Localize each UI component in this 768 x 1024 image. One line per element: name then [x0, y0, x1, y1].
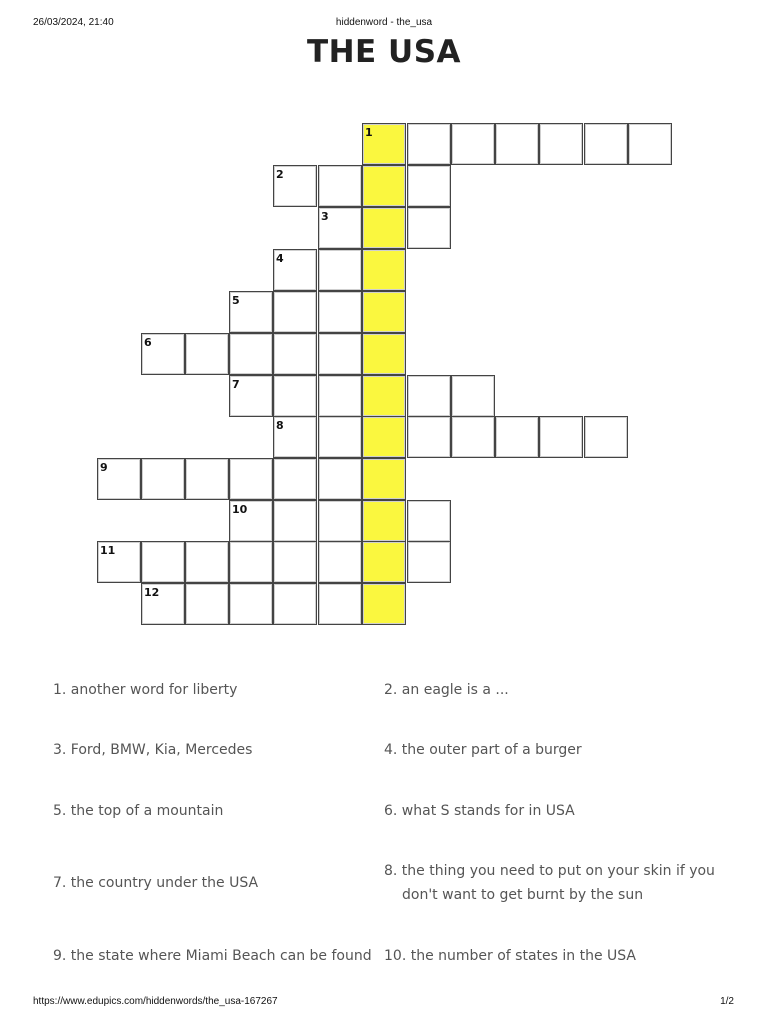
- page-title: THE USA: [306, 34, 462, 70]
- answer-cell: [229, 291, 273, 333]
- clue-5: 5. the top of a mountain: [53, 803, 224, 819]
- answer-cell: [229, 333, 273, 375]
- answer-cell: [495, 123, 539, 165]
- answer-cell: [495, 416, 539, 458]
- clue-4: 4. the outer part of a burger: [384, 742, 582, 758]
- clue-10: 10. the number of states in the USA: [384, 948, 636, 964]
- clue-3: 3. Ford, BMW, Kia, Mercedes: [53, 742, 253, 758]
- answer-cell: [318, 375, 362, 417]
- hidden-word-cell: [362, 375, 406, 417]
- hidden-word-cell: [362, 207, 406, 249]
- print-page-number: 1/2: [720, 996, 734, 1007]
- answer-cell: [407, 207, 451, 249]
- clue-9: 9. the state where Miami Beach can be found: [53, 948, 372, 964]
- answer-cell: [229, 500, 273, 542]
- clue-number: 7: [232, 378, 240, 391]
- clue-2: 2. an eagle is a ...: [384, 682, 509, 698]
- answer-cell: [318, 500, 362, 542]
- answer-cell: [318, 416, 362, 458]
- answer-cell: [141, 541, 185, 583]
- answer-cell: [97, 541, 141, 583]
- answer-cell: [273, 165, 317, 207]
- answer-cell: [229, 541, 273, 583]
- hidden-word-cell: [362, 249, 406, 291]
- answer-cell: [141, 583, 185, 625]
- print-url: https://www.edupics.com/hiddenwords/the_usa-167267: [33, 996, 278, 1007]
- hidden-word-cell: [362, 583, 406, 625]
- hidden-word-cell: [362, 458, 406, 500]
- hidden-word-cell: [362, 541, 406, 583]
- answer-cell: [318, 249, 362, 291]
- answer-cell: [185, 541, 229, 583]
- answer-cell: [318, 333, 362, 375]
- clue-7: 7. the country under the USA: [53, 875, 259, 891]
- clue-number: 2: [276, 168, 284, 181]
- clue-number: 3: [321, 210, 329, 223]
- answer-cell: [185, 583, 229, 625]
- answer-cell: [273, 500, 317, 542]
- hidden-word-cell: [362, 500, 406, 542]
- hidden-word-cell: [362, 123, 406, 165]
- clue-number: 9: [100, 461, 108, 474]
- answer-cell: [273, 541, 317, 583]
- answer-cell: [141, 458, 185, 500]
- answer-cell: [273, 416, 317, 458]
- answer-cell: [407, 165, 451, 207]
- clue-number: 11: [100, 544, 116, 557]
- hidden-word-cell: [362, 165, 406, 207]
- clue-number: 5: [232, 294, 240, 307]
- answer-cell: [539, 416, 583, 458]
- answer-cell: [273, 249, 317, 291]
- answer-cell: [318, 541, 362, 583]
- answer-cell: [584, 416, 628, 458]
- clue-6: 6. what S stands for in USA: [384, 803, 575, 819]
- answer-cell: [584, 123, 628, 165]
- hidden-word-cell: [362, 291, 406, 333]
- clue-number: 6: [144, 336, 152, 349]
- print-datetime: 26/03/2024, 21:40: [33, 17, 114, 28]
- answer-cell: [273, 333, 317, 375]
- clue-number: 4: [276, 252, 284, 265]
- answer-cell: [318, 583, 362, 625]
- answer-cell: [318, 207, 362, 249]
- answer-cell: [451, 123, 495, 165]
- hidden-word-cell: [362, 416, 406, 458]
- hidden-word-cell: [362, 333, 406, 375]
- answer-cell: [229, 583, 273, 625]
- answer-cell: [451, 375, 495, 417]
- answer-cell: [185, 458, 229, 500]
- print-doc-title: hiddenword - the_usa: [335, 17, 433, 28]
- answer-cell: [539, 123, 583, 165]
- answer-cell: [141, 333, 185, 375]
- answer-cell: [273, 291, 317, 333]
- answer-cell: [185, 333, 229, 375]
- answer-cell: [318, 291, 362, 333]
- answer-cell: [407, 375, 451, 417]
- answer-cell: [318, 165, 362, 207]
- answer-cell: [407, 541, 451, 583]
- answer-cell: [229, 375, 273, 417]
- answer-cell: [273, 583, 317, 625]
- answer-cell: [273, 458, 317, 500]
- answer-cell: [628, 123, 672, 165]
- answer-cell: [273, 375, 317, 417]
- answer-cell: [451, 416, 495, 458]
- clue-1: 1. another word for liberty: [53, 682, 238, 698]
- clue-8-text: 8. the thing you need to put on your skin if you don't want to get burnt by the sun: [384, 863, 715, 903]
- clue-number: 1: [365, 126, 373, 139]
- clue-number: 12: [144, 586, 160, 599]
- answer-cell: [318, 458, 362, 500]
- answer-cell: [229, 458, 273, 500]
- clue-8: [384, 859, 724, 907]
- clue-number: 10: [232, 503, 248, 516]
- clue-number: 8: [276, 419, 284, 432]
- answer-cell: [97, 458, 141, 500]
- answer-cell: [407, 500, 451, 542]
- answer-cell: [407, 123, 451, 165]
- answer-cell: [407, 416, 451, 458]
